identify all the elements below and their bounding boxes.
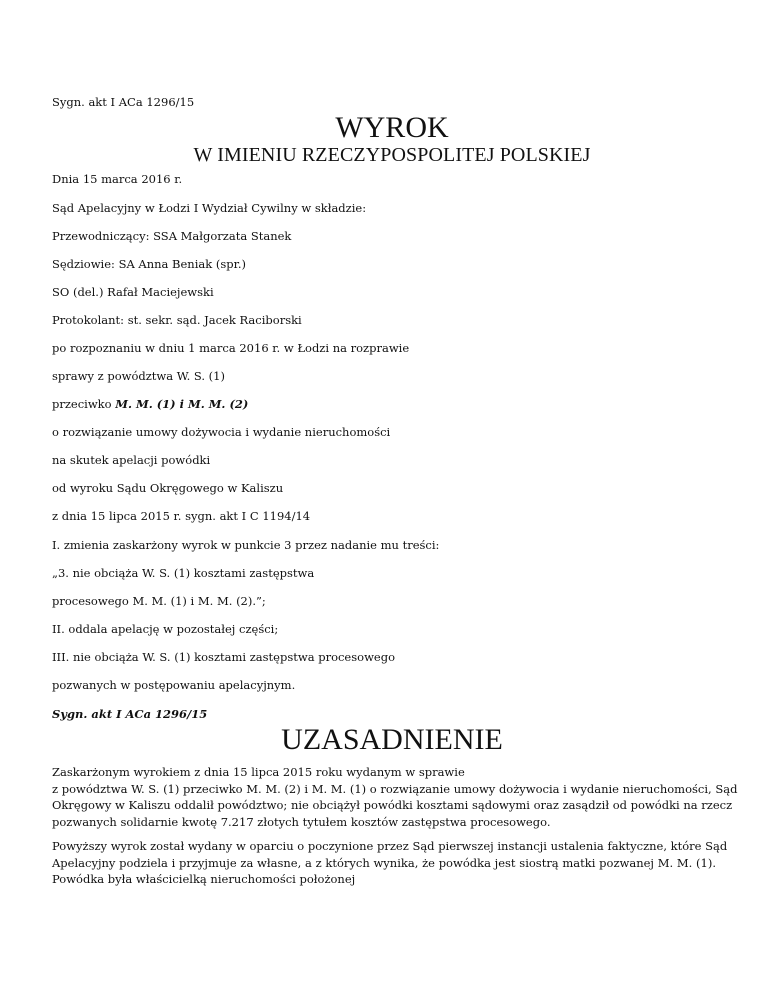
ruling-point-1: I. zmienia zaskarżony wyrok w punkcie 3 przez nadanie mu treści: [52, 538, 440, 552]
case-subject: o rozwiązanie umowy dożywocia i wydanie nieruchomości [52, 425, 391, 439]
paragraph-line: Okręgowy w Kaliszu oddalił powództwo; nie obciążył powódki kosztami sądowymi oraz zasądził od powódki na rzecz [52, 798, 733, 813]
court-clerk: Protokolant: st. sekr. sąd. Jacek Raciborski [52, 313, 302, 327]
justification-paragraph-2 [52, 838, 728, 888]
paragraph-line: Apelacyjny podziela i przyjmuje za własne, a z których wynika, że powódka jest siostrą matki pozwanej M. M. (1). [52, 855, 716, 870]
case-signature-bottom: Sygn. akt I ACa 1296/15 [52, 707, 208, 721]
case-plaintiff: sprawy z powództwa W. S. (1) [52, 369, 225, 383]
hearing-info: po rozpoznaniu w dniu 1 marca 2016 r. w Łodzi na rozprawie [52, 341, 410, 355]
against-prefix: przeciwko [52, 397, 116, 411]
judgment-title: WYROK [335, 111, 449, 144]
paragraph-line: Powyższy wyrok został wydany w oparciu o poczynione przez Sąd pierwszej instancji ustalenia faktyczne, które Sąd [52, 839, 728, 853]
appealed-judgment: od wyroku Sądu Okręgowego w Kaliszu [52, 481, 284, 495]
ruling-point-2: II. oddala apelację w pozostałej części; [52, 622, 279, 636]
judgment-subtitle: W IMIENIU RZECZYPOSPOLITEJ POLSKIEJ [193, 144, 591, 166]
court-composition: Sąd Apelacyjny w Łodzi I Wydział Cywilny w składzie: [52, 201, 367, 215]
presiding-judge: Przewodniczący: SSA Małgorzata Stanek [52, 229, 292, 243]
judges: Sędziowie: SA Anna Beniak (spr.) [52, 257, 246, 271]
justification-paragraph-1 [52, 764, 738, 830]
paragraph-line: pozwanych solidarnie kwotę 7.217 złotych tytułem kosztów zastępstwa procesowego. [52, 814, 551, 829]
defendant-names: M. M. (1) i M. M. (2) [115, 397, 249, 411]
ruling-point-3-cont: pozwanych w postępowaniu apelacyjnym. [52, 678, 296, 692]
case-defendants [52, 397, 248, 411]
ruling-point-1-quote-a: „3. nie obciąża W. S. (1) kosztami zastępstwa [52, 566, 315, 580]
paragraph-line: z powództwa W. S. (1) przeciwko M. M. (2) i M. M. (1) o rozwiązanie umowy dożywocia i wydanie nieruchomości, Sąd [52, 781, 738, 796]
paragraph-line: Zaskarżonym wyrokiem z dnia 15 lipca 2015 roku wydanym w sprawie [52, 765, 465, 779]
justification-title: UZASADNIENIE [281, 723, 503, 756]
ruling-point-3: III. nie obciąża W. S. (1) kosztami zastępstwa procesowego [52, 650, 396, 664]
case-signature-top: Sygn. akt I ACa 1296/15 [52, 95, 195, 109]
ruling-point-1-quote-b: procesowego M. M. (1) i M. M. (2).”; [52, 594, 266, 608]
appealed-judgment-date: z dnia 15 lipca 2015 r. sygn. akt I C 1194/14 [52, 509, 311, 523]
delegated-judge: SO (del.) Rafał Maciejewski [52, 285, 214, 299]
paragraph-line: Powódka była właścicielką nieruchomości położonej [52, 872, 356, 887]
judgment-date: Dnia 15 marca 2016 r. [52, 172, 183, 186]
appeal-basis: na skutek apelacji powódki [52, 453, 211, 467]
